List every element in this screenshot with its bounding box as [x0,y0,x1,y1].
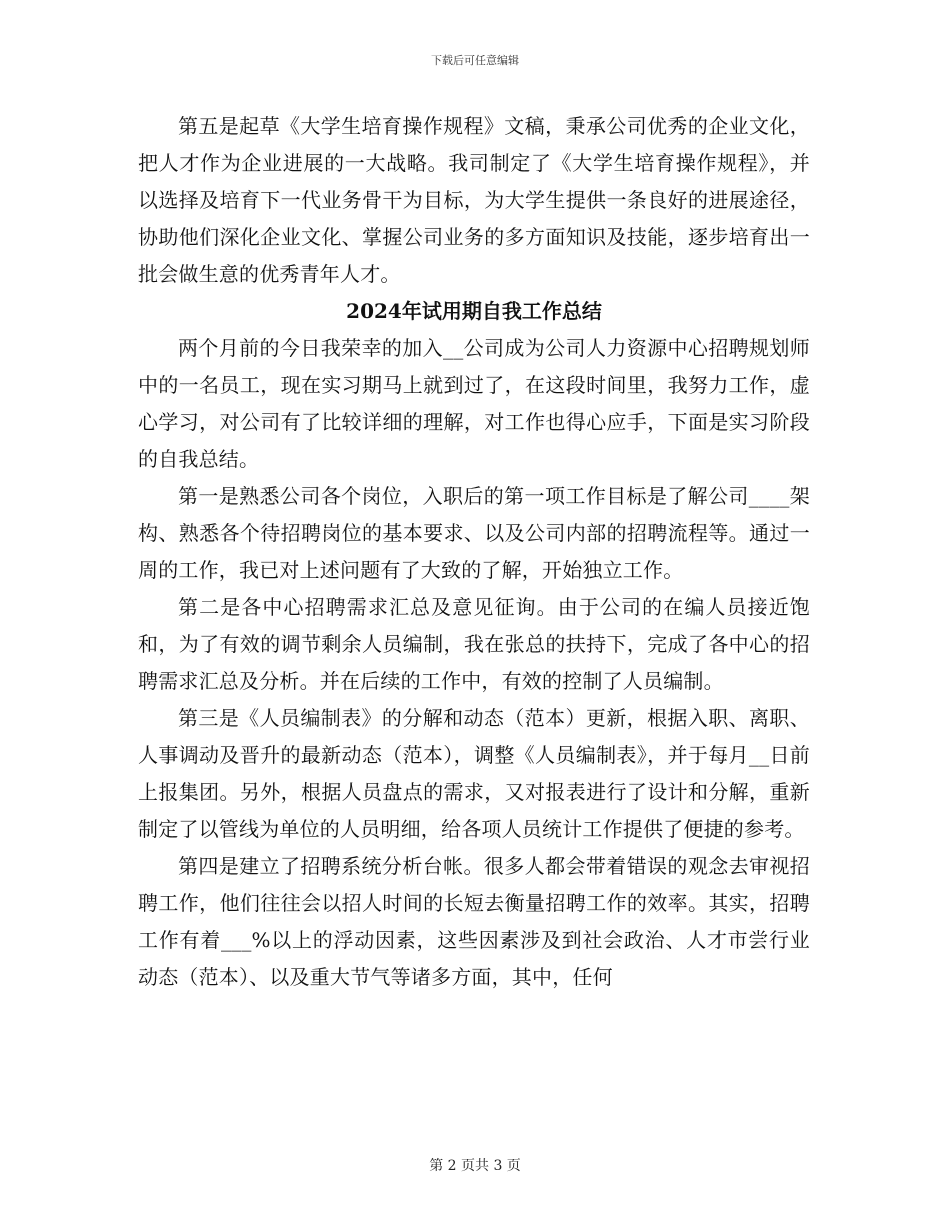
body-paragraph-1: 两个月前的今日我荣幸的加入__公司成为公司人力资源中心招聘规划师中的一名员工，现在实习期马上就到过了，在这段时间里，我努力工作，虚心学习，对公司有了比较详细的理解，对工作也得心应手，下面是实习阶段的自我总结。 [138,336,810,471]
body-paragraph-3: 第二是各中心招聘需求汇总及意见征询。由于公司的在编人员接近饱和，为了有效的调节剩余人员编制，我在张总的扶持下，完成了各中心的招聘需求汇总及分析。并在后续的工作中，有效的控制了人员编制。 [138,595,810,693]
body-paragraph-5: 第四是建立了招聘系统分析台帐。很多人都会带着错误的观念去审视招聘工作，他们往往会以招人时间的长短去衡量招聘工作的效率。其实，招聘工作有着___%以上的浮动因素，这些因素涉及到社会政治、人才市尝行业动态（范本）、以及重大节气等诸多方面，其中，任何 [138,854,810,989]
intro-paragraph: 第五是起草《大学生培育操作规程》文稿，秉承公司优秀的企业文化，把人才作为企业进展的一大战略。我司制定了《大学生培育操作规程》，并以选择及培育下一代业务骨干为目标，为大学生提供一条良好的进展途径，协助他们深化企业文化、掌握公司业务的多方面知识及技能，逐步培育出一批会做生意的优秀青年人才。 [138,114,810,286]
page-footer: 第 2 页共 3 页 [429,1158,521,1174]
section-title: 2024年试用期自我工作总结 [346,299,602,323]
page-header: 下载后可任意编辑 [431,54,519,67]
body-paragraph-2: 第一是熟悉公司各个岗位，入职后的第一项工作目标是了解公司____架构、熟悉各个待招聘岗位的基本要求、以及公司内部的招聘流程等。通过一周的工作，我已对上述问题有了大致的了解，开始独立工作。 [138,484,810,582]
body-paragraph-4: 第三是《人员编制表》的分解和动态（范本）更新，根据入职、离职、人事调动及晋升的最新动态（范本），调整《人员编制表》，并于每月__日前上报集团。另外，根据人员盘点的需求，又对报表进行了设计和分解，重新制定了以管线为单位的人员明细，给各项人员统计工作提供了便捷的参考。 [138,706,810,841]
document-body [138,108,810,996]
